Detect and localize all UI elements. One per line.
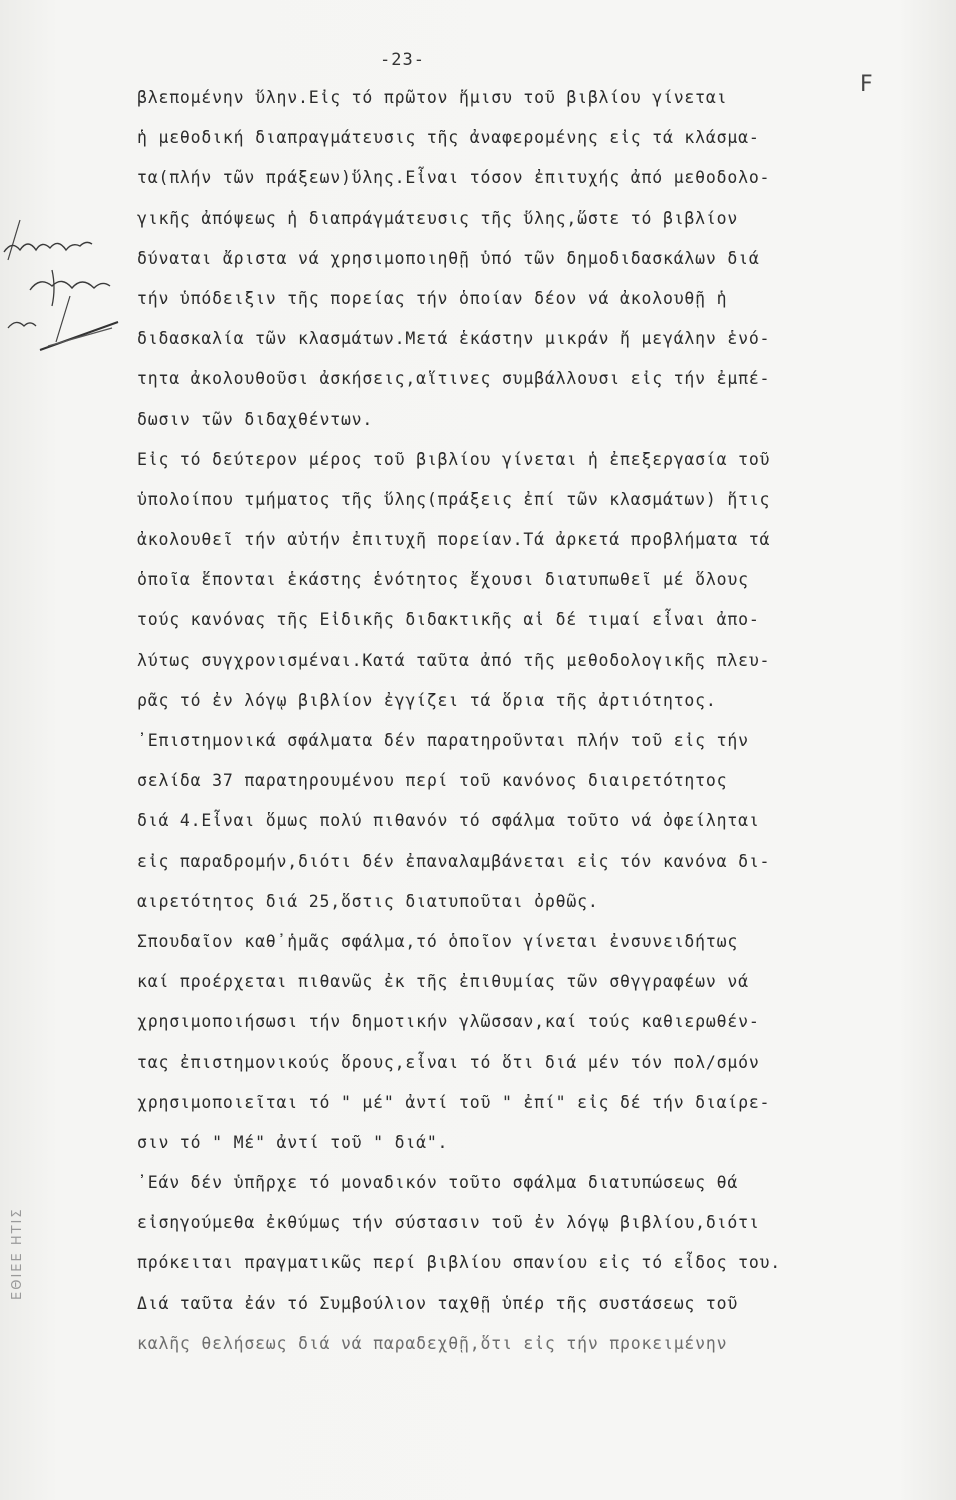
- text-line: τας ἐπιστημονικούς ὅρους,εἶναι τό ὅτι διά μέν τόν πολ/σμόν: [137, 1052, 760, 1072]
- corner-mark: F: [860, 72, 873, 97]
- text-line: σελίδα 37 παρατηρουμένου περί τοῦ κανόνος διαιρετότητος: [137, 771, 728, 791]
- text-line: τητα ἀκολουθοῦσι ἀσκήσεις,αἵτινες συμβάλλουσι εἰς τήν ἐμπέ-: [137, 369, 771, 389]
- text-line: αιρετότητος διά 25,ὅστις διατυποῦται ὀρθῶς.: [137, 891, 599, 911]
- text-line: ὑπολοίπου τμήματος τῆς ὕλης(πράξεις ἐπί τῶν κλασμάτων) ἥτις: [137, 489, 771, 509]
- text-line: τούς κανόνας τῆς Εἰδικῆς διδακτικῆς αἱ δέ τιμαί εἶναι ἀπο-: [137, 610, 760, 630]
- text-line: διά 4.Εἶναι ὅμως πολύ πιθανόν τό σφάλμα τοῦτο νά ὀφείληται: [137, 811, 760, 831]
- handwritten-margin-note: [0, 200, 130, 370]
- text-line: βλεπομένην ὕλην.Εἰς τό πρῶτον ἥμισυ τοῦ βιβλίου γίνεται: [137, 88, 728, 107]
- text-line: Εἰς τό δεύτερον μέρος τοῦ βιβλίου γίνεται ἡ ἐπεξεργασία τοῦ: [137, 449, 771, 469]
- text-line: δωσιν τῶν διδαχθέντων.: [137, 409, 374, 429]
- text-line: Διά ταῦτα ἐάν τό Συμβούλιον ταχθῇ ὑπέρ τῆς συστάσεως τοῦ: [137, 1293, 739, 1313]
- typed-body-text: [137, 78, 917, 1364]
- text-line: ρᾶς τό ἐν λόγῳ βιβλίον ἐγγίζει τά ὅρια τῆς ἀρτιότητος.: [137, 690, 717, 710]
- text-line: Σπουδαῖον καθ᾿ἡμᾶς σφάλμα,τό ὁποῖον γίνεται ἐνσυνειδήτως: [137, 931, 739, 951]
- text-line: ᾿Εάν δέν ὑπῆρχε τό μοναδικόν τοῦτο σφάλμα διατυπώσεως θά: [137, 1173, 739, 1193]
- text-line: σιν τό " Μέ" ἀντί τοῦ " διά".: [137, 1132, 449, 1152]
- text-line: γικῆς ἀπόψεως ἡ διαπράγμάτευσις τῆς ὕλης,ὥστε τό βιβλίον: [137, 208, 739, 228]
- text-line: τήν ὑπόδειξιν τῆς πορείας τήν ὁποίαν δέον νά ἀκολουθῇ ἡ: [137, 288, 728, 308]
- text-line: τα(πλήν τῶν πράξεων)ὕλης.Εἶναι τόσον ἐπιτυχής ἀπό μεθοδολο-: [137, 168, 771, 188]
- text-line: ἀκολουθεῖ τήν αὐτήν ἐπιτυχῆ πορείαν.Τά ἀρκετά προβλήματα τά: [137, 530, 771, 550]
- text-line: εἰσηγούμεθα ἐκθύμως τήν σύστασιν τοῦ ἐν λόγῳ βιβλίου,διότι: [137, 1213, 760, 1233]
- text-line: χρησιμοποιεῖται τό " μέ" ἀντί τοῦ " ἐπί" εἰς δέ τήν διαίρε-: [137, 1092, 771, 1112]
- text-line: πρόκειται πραγματικῶς περί βιβλίου σπανίου εἰς τό εἶδος του.: [137, 1253, 782, 1273]
- text-line: ἡ μεθοδική διαπραγμάτευσις τῆς ἀναφερομένης εἰς τά κλάσμα-: [137, 128, 760, 148]
- text-line: διδασκαλία τῶν κλασμάτων.Μετά ἑκάστην μικράν ἤ μεγάλην ἑνό-: [137, 329, 771, 349]
- text-line-partial: καλῆς θελήσεως διά νά παραδεχθῇ,ὅτι εἰς τήν προκειμένην: [137, 1333, 728, 1353]
- text-line: ὁποῖα ἕπονται ἑκάστης ἑνότητος ἔχουσι διατυπωθεῖ μέ ὅλους: [137, 570, 749, 590]
- text-line: δύναται ἄριστα νά χρησιμοποιηθῇ ὑπό τῶν δημοδιδασκάλων διά: [137, 248, 760, 268]
- text-line: εἰς παραδρομήν,διότι δέν ἐπαναλαμβάνεται εἰς τόν κανόνα δι-: [137, 851, 771, 871]
- text-line: χρησιμοποιήσωσι τήν δημοτικήν γλῶσσαν,καί τούς καθιερωθέν-: [137, 1012, 760, 1032]
- text-line: ᾿Επιστημονικά σφάλματα δέν παρατηροῦνται πλήν τοῦ εἰς τήν: [137, 731, 749, 750]
- page-number: -23-: [380, 50, 425, 70]
- spine-label: ΕΘΙΕΕ ΗΤΙΣ: [10, 1207, 25, 1300]
- text-line: λύτως συγχρονισμέναι.Κατά ταῦτα ἀπό τῆς μεθοδολογικῆς πλευ-: [137, 650, 771, 670]
- text-line: καί προέρχεται πιθανῶς ἐκ τῆς ἐπιθυμίας τῶν σθγγραφέων νά: [137, 972, 749, 992]
- handwriting-icon: [0, 200, 130, 370]
